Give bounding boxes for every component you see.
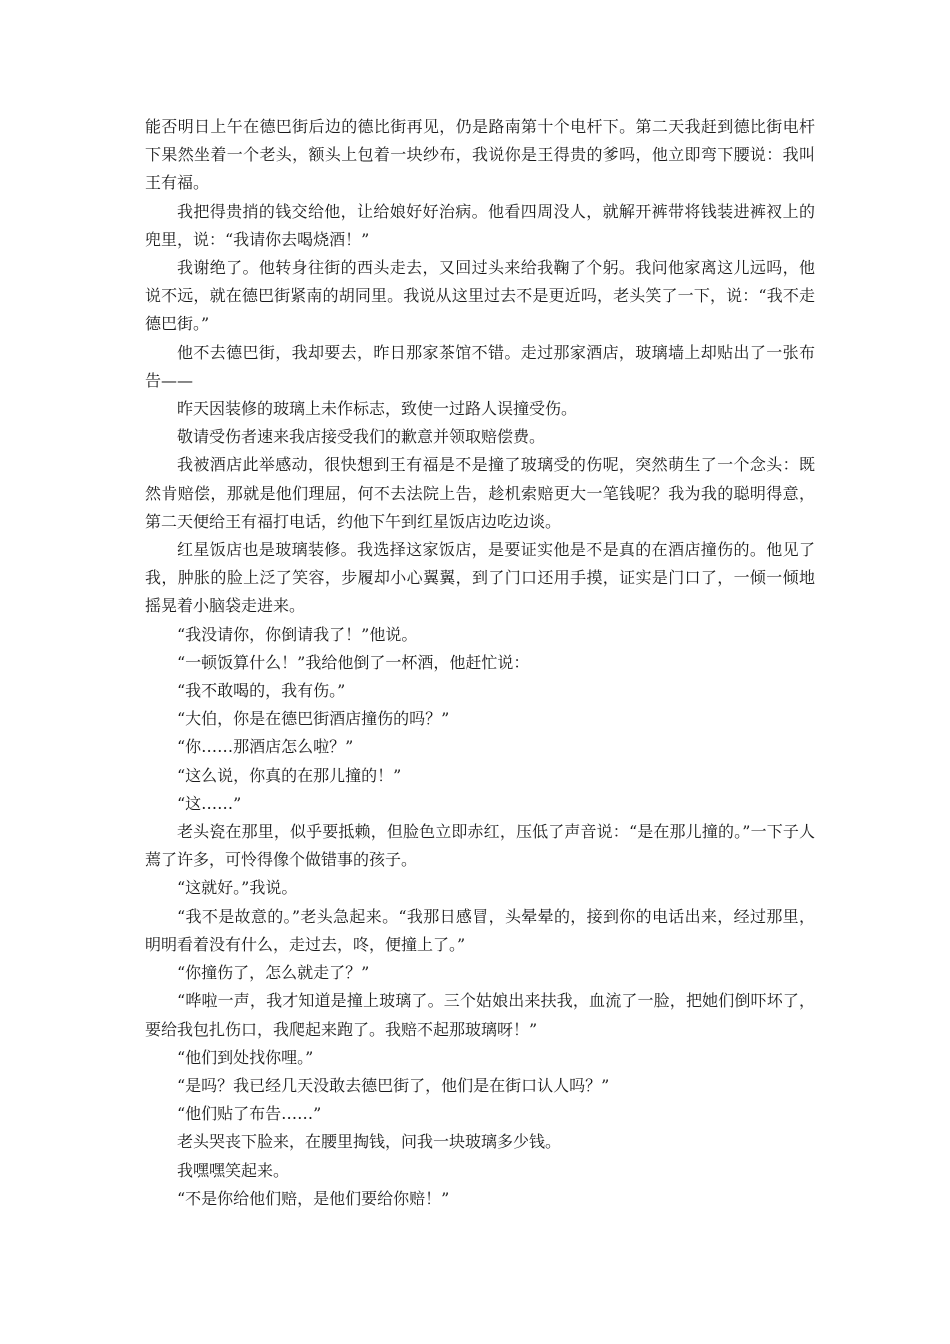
dialogue-line: “我没请你，你倒请我了！”他说。	[177, 624, 418, 644]
paragraph-8: 红星饭店也是玻璃装修。我选择这家饭店，是要证实他是不是真的在酒店撞伤的。他见了我，肿胀的脸上泛了笑容，步履却小心翼翼，到了门口还用手摸，证实是门口了，一倾一倾地摇晃着小脑袋走进来。	[145, 540, 815, 616]
dialogue-line: “他们贴了布告……”	[177, 1104, 322, 1124]
notice-line-2: 敬请受伤者速来我店接受我们的歉意并领取赔偿费。	[177, 427, 546, 447]
dialogue-line: “你撞伤了，怎么就走了？”	[177, 963, 370, 983]
story-text-column	[145, 113, 815, 1213]
dialogue-line: “我不敢喝的，我有伤。”	[177, 681, 346, 701]
paragraph-3: 我谢绝了。他转身往街的西头走去，又回过头来给我鞠了个躬。我问他家离这儿远吗，他说不远，就在德巴街紧南的胡同里。我说从这里过去不是更近吗，老头笑了一下，说：“我不走德巴街。”	[145, 258, 815, 334]
dialogue-line: “这……”	[177, 793, 242, 813]
paragraph-16: 老头瓷在那里，似乎要抵赖，但脸色立即赤红，压低了声音说：“是在那儿撞的。”一下子人蔫了许多，可怜得像个做错事的孩子。	[145, 822, 815, 870]
paragraph-4: 他不去德巴街，我却要去，昨日那家茶馆不错。走过那家酒店，玻璃墙上却贴出了一张布告——	[145, 342, 815, 390]
dialogue-line: “这就好。”我说。	[177, 878, 298, 898]
paragraph-24: 老头哭丧下脸来，在腰里掏钱，问我一块玻璃多少钱。	[177, 1132, 562, 1152]
dialogue-line: “他们到处找你哩。”	[177, 1047, 314, 1067]
paragraph-7: 我被酒店此举感动，很快想到王有福是不是撞了玻璃受的伤呢，突然萌生了一个念头：既然肯赔偿，那就是他们理屈，何不去法院上告，趁机索赔更大一笔钱呢？我为我的聪明得意，第二天便给王有福打电话，约他下午到红星饭店边吃边谈。	[145, 455, 815, 531]
dialogue-line: “一顿饭算什么！”我给他倒了一杯酒，他赶忙说：	[177, 652, 530, 672]
dialogue-line: “哗啦一声，我才知道是撞上玻璃了。三个姑娘出来扶我，血流了一脸，把她们倒吓坏了，要给我包扎伤口，我爬起来跑了。我赔不起那玻璃呀！”	[145, 991, 815, 1039]
dialogue-line: “我不是故意的。”老头急起来。“我那日感冒，头晕晕的，接到你的电话出来，经过那里，明明看着没有什么，走过去，咚，便撞上了。”	[145, 906, 815, 954]
dialogue-line: “这么说，你真的在那儿撞的！”	[177, 765, 402, 785]
notice-line-1: 昨天因装修的玻璃上未作标志，致使一过路人误撞受伤。	[177, 399, 578, 419]
paragraph-25: 我嘿嘿笑起来。	[177, 1160, 290, 1180]
paragraph-1: 能否明日上午在德巴街后边的德比街再见，仍是路南第十个电杆下。第二天我赶到德比街电杆下果然坐着一个老头，额头上包着一块纱布，我说你是王得贵的爹吗，他立即弯下腰说：我叫王有福。	[145, 117, 815, 193]
dialogue-line: “大伯，你是在德巴街酒店撞伤的吗？”	[177, 709, 450, 729]
dialogue-line: “不是你给他们赔，是他们要给你赔！”	[177, 1188, 450, 1208]
dialogue-line: “你……那酒店怎么啦？”	[177, 737, 354, 757]
dialogue-line: “是吗？我已经几天没敢去德巴街了，他们是在街口认人吗？”	[177, 1075, 610, 1095]
paragraph-2: 我把得贵捎的钱交给他，让给娘好好治病。他看四周没人，就解开裤带将钱装进裤衩上的兜里，说：“我请你去喝烧酒！”	[145, 201, 815, 249]
